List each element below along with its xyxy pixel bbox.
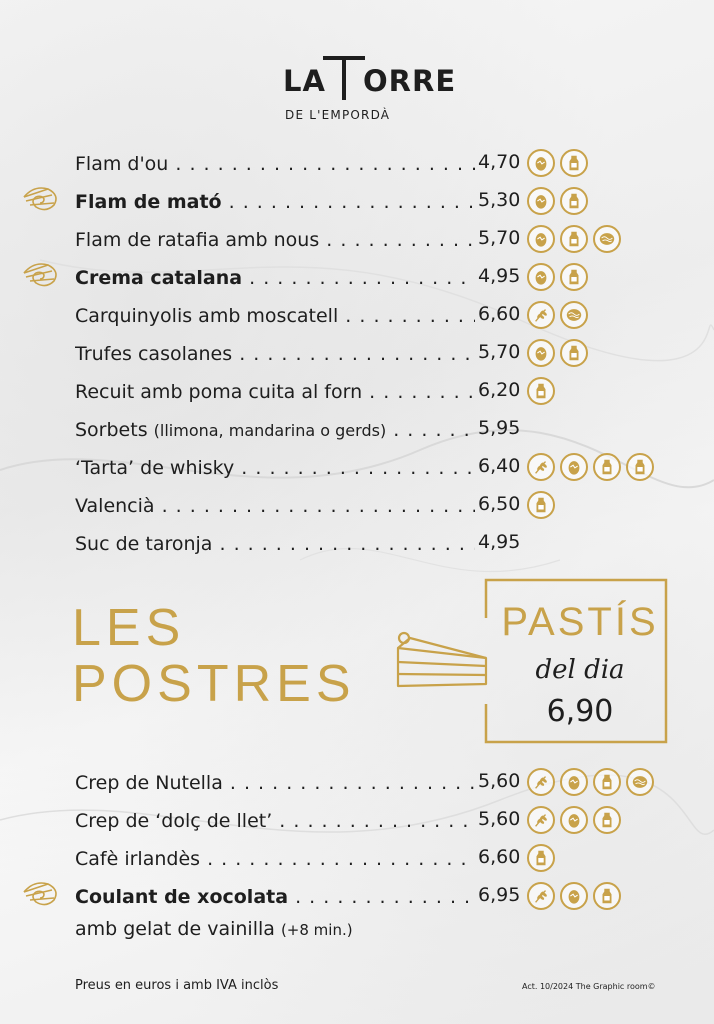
milk-allergen-icon [527, 844, 555, 872]
logo-subtitle: DE L'EMPORDÀ [285, 108, 391, 122]
menu-item [75, 301, 695, 331]
coulant-description [75, 918, 353, 940]
menu-item-name: Flam de mató [75, 191, 222, 213]
menu-item-price: 6,95 [478, 884, 521, 906]
milk-allergen-icon [560, 339, 588, 367]
egg-allergen-icon [527, 263, 555, 291]
milk-allergen-icon [593, 806, 621, 834]
menu-item [75, 149, 695, 179]
shell-icon [22, 878, 62, 908]
section-title-line2: POSTRES [72, 655, 356, 713]
egg-allergen-icon [560, 806, 588, 834]
egg-allergen-icon [527, 339, 555, 367]
menu-item-leader [75, 191, 475, 213]
menu-item-leader [75, 419, 475, 442]
allergen-icons [527, 882, 621, 910]
allergen-icons [527, 844, 555, 872]
menu-item-name: Valencià [75, 495, 155, 517]
menu-item-name: Crep de ‘dolç de llet’ [75, 810, 273, 832]
section-title [72, 600, 356, 712]
egg-allergen-icon [560, 882, 588, 910]
menu-item [75, 415, 695, 445]
coulant-description-text: amb gelat de vainilla [75, 918, 275, 940]
menu-item-leader [75, 495, 475, 517]
menu-item-leader [75, 533, 475, 555]
egg-allergen-icon [560, 768, 588, 796]
allergen-icons [527, 806, 621, 834]
menu-item [75, 491, 695, 521]
menu-item-leader [75, 772, 475, 794]
allergen-icons [527, 453, 654, 481]
logo-la: LA [283, 64, 326, 98]
menu-item [75, 263, 695, 293]
menu-item-name: Crema catalana [75, 267, 243, 289]
menu-item-price: 6,60 [478, 846, 521, 868]
menu-item-price: 5,60 [478, 808, 521, 830]
egg-allergen-icon [527, 149, 555, 177]
allergen-icons [527, 225, 621, 253]
cake-slice-icon [390, 628, 490, 690]
wheat-allergen-icon [527, 768, 555, 796]
logo-orre: ORRE [363, 64, 457, 98]
menu-item [75, 377, 695, 407]
menu-item-leader [75, 886, 475, 908]
milk-allergen-icon [560, 225, 588, 253]
allergen-icons [527, 263, 588, 291]
menu-item-price: 4,95 [478, 265, 521, 287]
allergen-icons [527, 149, 588, 177]
milk-allergen-icon [593, 882, 621, 910]
menu-item [75, 768, 695, 798]
logo [283, 42, 457, 132]
menu-item-name: ‘Tarta’ de whisky [75, 457, 235, 479]
menu-item-price: 5,70 [478, 227, 521, 249]
wheat-allergen-icon [527, 806, 555, 834]
menu-item [75, 882, 695, 912]
pastis-subtitle: del dia [535, 655, 625, 685]
milk-allergen-icon [527, 491, 555, 519]
milk-allergen-icon [527, 377, 555, 405]
menu-item-price: 5,60 [478, 770, 521, 792]
menu-item-name: Flam de ratafia amb nous [75, 229, 320, 251]
menu-item-name: Crep de Nutella [75, 772, 223, 794]
menu-item-leader [75, 343, 475, 365]
menu-item-leader [75, 381, 475, 403]
menu-item-leader [75, 153, 475, 175]
allergen-icons [527, 187, 588, 215]
milk-allergen-icon [560, 263, 588, 291]
milk-allergen-icon [626, 453, 654, 481]
menu-item-leader [75, 229, 475, 251]
menu-item [75, 529, 695, 559]
nut-allergen-icon [593, 225, 621, 253]
menu-item-leader [75, 457, 475, 479]
menu-item-price: 6,50 [478, 493, 521, 515]
allergen-icons [527, 491, 555, 519]
footer-vat-note: Preus en euros i amb IVA inclòs [75, 978, 279, 993]
menu-item-leader [75, 305, 475, 327]
menu-item-price: 5,95 [478, 417, 521, 439]
shell-icon [22, 183, 62, 213]
menu-item [75, 187, 695, 217]
menu-item-price: 6,40 [478, 455, 521, 477]
milk-allergen-icon [593, 768, 621, 796]
menu-item-price: 6,20 [478, 379, 521, 401]
menu-item-name: Suc de taronja [75, 533, 213, 555]
nut-allergen-icon [626, 768, 654, 796]
pastis-title: PASTÍS [501, 600, 659, 644]
menu-item-leader [75, 848, 475, 870]
shell-icon [22, 259, 62, 289]
footer-credits: Act. 10/2024 The Graphic room© [522, 982, 656, 991]
menu-item-name: Carquinyolis amb moscatell [75, 305, 339, 327]
egg-allergen-icon [527, 187, 555, 215]
menu-item-name: Trufes casolanes [75, 343, 233, 365]
allergen-icons [527, 339, 588, 367]
egg-allergen-icon [560, 453, 588, 481]
allergen-icons [527, 301, 588, 329]
milk-allergen-icon [560, 187, 588, 215]
menu-item-name: Coulant de xocolata [75, 886, 289, 908]
menu-item-price: 5,30 [478, 189, 521, 211]
menu-item-name: Flam d'ou [75, 153, 169, 175]
allergen-icons [527, 768, 654, 796]
menu-item [75, 225, 695, 255]
menu-item-name: Cafè irlandès [75, 848, 201, 870]
allergen-icons [527, 377, 555, 405]
menu-item [75, 844, 695, 874]
menu-item [75, 453, 695, 483]
pastis-price: 6,90 [546, 694, 614, 729]
menu-item-price: 4,70 [478, 151, 521, 173]
wheat-allergen-icon [527, 453, 555, 481]
menu-item-leader [75, 267, 475, 289]
menu-item-name: Sorbets [75, 419, 148, 441]
menu-item-note: (llimona, mandarina o gerds) [153, 421, 387, 440]
menu-item-leader [75, 810, 475, 832]
milk-allergen-icon [593, 453, 621, 481]
logo-t-stem [342, 56, 346, 100]
nut-allergen-icon [560, 301, 588, 329]
menu-item-price: 5,70 [478, 341, 521, 363]
menu-item-name: Recuit amb poma cuita al forn [75, 381, 363, 403]
menu-item [75, 806, 695, 836]
section-title-line1: LES [72, 599, 186, 657]
milk-allergen-icon [560, 149, 588, 177]
menu-item-price: 4,95 [478, 531, 521, 553]
wheat-allergen-icon [527, 882, 555, 910]
wheat-allergen-icon [527, 301, 555, 329]
menu-item [75, 339, 695, 369]
menu-item-price: 6,60 [478, 303, 521, 325]
egg-allergen-icon [527, 225, 555, 253]
coulant-description-note: (+8 min.) [280, 921, 353, 939]
